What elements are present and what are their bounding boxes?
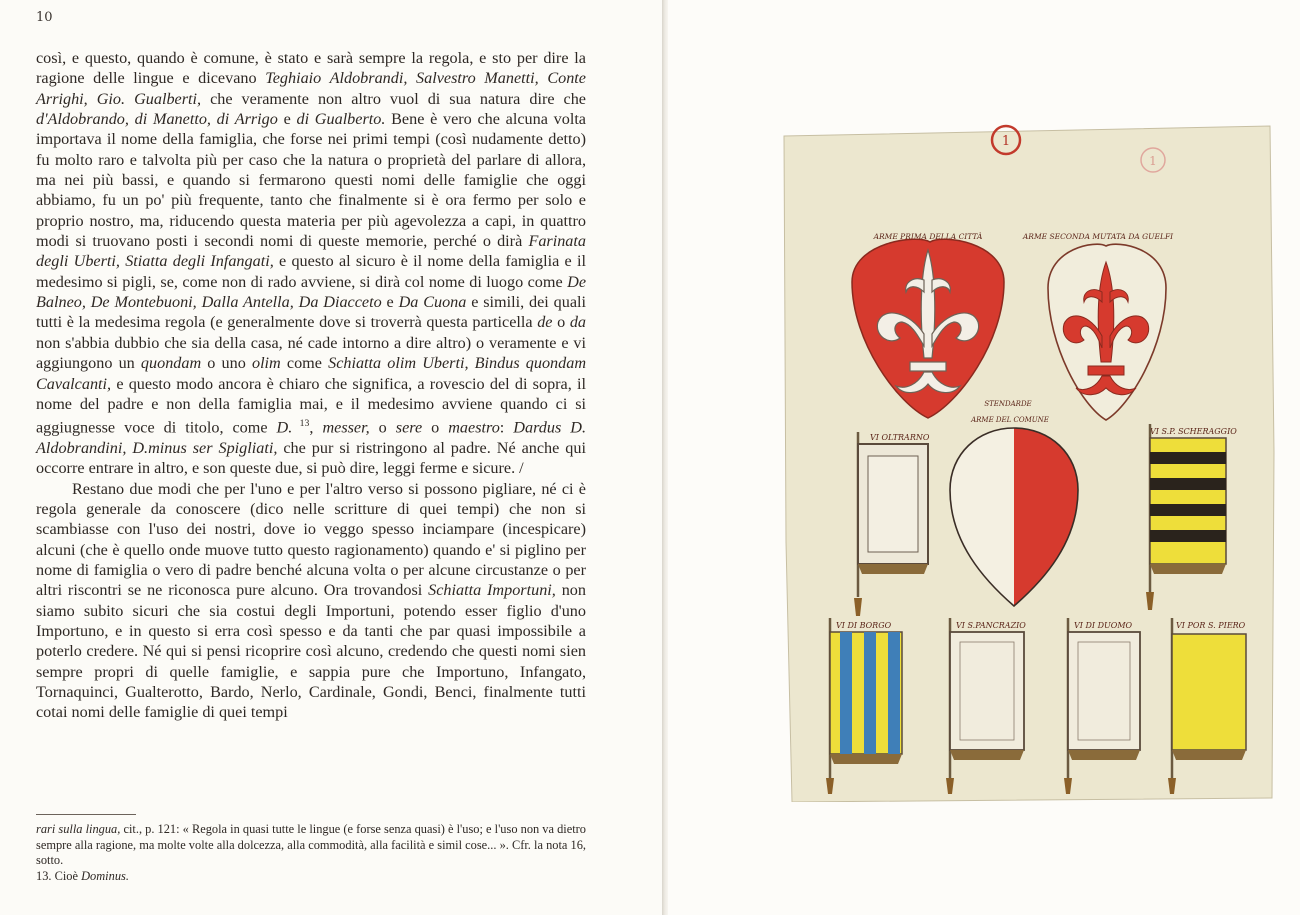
banner-duomo-label: VI DI DUOMO xyxy=(1074,621,1133,630)
plate-image xyxy=(778,122,1278,802)
commune-caption-2: ARME DEL COMUNE xyxy=(971,416,1049,424)
banner-porpiero-label: VI POR S. PIERO xyxy=(1176,621,1246,630)
shield1-caption: ARME PRIMA DELLA CITTÀ xyxy=(873,232,983,241)
body-text xyxy=(36,48,586,723)
banner-pancrazio-label: VI S.PANCRAZIO xyxy=(956,621,1026,630)
footnote-continuation: rari sulla lingua, cit., p. 121: « Regola in quasi tutte le lingue (e forse senza quasi) è l'uso; e l'uso non va dietro sempre alla ragione, ma molte volte alla dolcezza, alla commodità, alla facilità e simil cose... ». Cfr. la nota 16, sotto. xyxy=(36,822,587,867)
heraldry-plate xyxy=(778,122,1278,802)
folio-number-faint: 1 xyxy=(1149,154,1157,168)
shield2-caption: ARME SECONDA MUTATA DA GUELFI xyxy=(1022,232,1174,241)
footnote-13: 13. Cioè Dominus. xyxy=(36,868,129,883)
page-number: 10 xyxy=(36,10,53,25)
banner-oltrarno-label: VI OLTRARNO xyxy=(870,433,930,442)
banner-borgo-label: VI DI BORGO xyxy=(836,621,892,630)
footnotes xyxy=(36,822,586,884)
folio-number: 1 xyxy=(1001,134,1011,149)
commune-caption-1: STENDARDE xyxy=(984,400,1032,408)
paragraph-2: Restano due modi che per l'uno e per l'altro verso si possono pigliare, né ci è regola generale da conoscere (dico nelle scritture di quei tempi) che non si scambiasse con l'uso dei nostri, dove io veggo spesso inciampare (incespicare) alcuni (che è quello onde muove tutto questo ragionamento) quando e' si piglino per nome di famiglia o vero di padre benché alcuna volta o per alcune circustanze o per altri riscontri se ne riconosca pure alcuno. Ora trovandosi Schiatta Importuni, non siamo subito sicuri che sia costui degli Importuni, potendo esser figlio d'uno Importuno, e in questo si erra così spesso e da tanti che par quasi impossibile a poterlo credere. Né qui si pensi ricoprire così alcuno, credendo che questi nomi sien sempre propri di quelle famiglie, e sappia pure che Importuno, Infangato, Tornaquinci, Gualterotto, Bardo, Nerlo, Cardinale, Gondi, Benci, finalmente tutti cotai nomi delle famiglie di quei tempi xyxy=(36,479,586,722)
footnote-rule xyxy=(36,814,136,815)
paragraph-1: così, e questo, quando è comune, è stato e sarà sempre la regola, e sto per dire la ragione delle lingue e dicevano Teghiaio Aldobrandi, Salvestro Manetti, Conte Arrighi, Gio. Gualberti, che veramente non altro vuol di sua natura dire che d'Aldobrando, di Manetto, di Arrigo e di Gualberto. Bene è vero che alcuna volta importava il nome della famiglia, che forse nei primi tempi (così nudamente detto) fu molto raro e talvolta più per caso che la natura o proprietà del parlare di allora, ma nei più bassi, e quando si fermarono questi nomi delle famiglie che oggi abbiamo, fu un po' più frequente, tanto che finalmente si è ora fermo per solo e proprio nostro, ma, riducendo questa materia per più agevolezza a capi, in quattro modi si truovano posti i secondi nomi di queste memorie, perché o dirà Farinata degli Uberti, Stiatta degli Infangati, e questo al sicuro è il nome della famiglia e il medesimo si pigli, se, come non di rado avviene, si dirà col nome di luogo come De Balneo, De Montebuoni, Dalla Antella, Da Diacceto e Da Cuona e simili, dei quali tutti è la medesima regola (e generalmente dove si troverrà questa particella de o da non s'abbia dubbio che sia della casa, né cade intorno a dire altro) o veramente e vi aggiungono un quondam o uno olim come Schiatta olim Uberti, Bindus quondam Cavalcanti, e questo modo ancora è chiaro che significa, a rovescio del di sopra, il nome del padre e non della famiglia mai, e il medesimo avviene quando ci si aggiugnesse voce di titolo, come D. $^{13}$, messer, o sere o maestro: Dardus D. Aldobrandini, D.minus ser Spigliati, che pur si ristringono al padre. Né anche qui occorre entrare in altro, e son queste due, si può dire, leggi ferme e sicure. / xyxy=(36,49,587,478)
banner-scheraggio-label: VI S.P. SCHERAGGIO xyxy=(1150,427,1237,436)
